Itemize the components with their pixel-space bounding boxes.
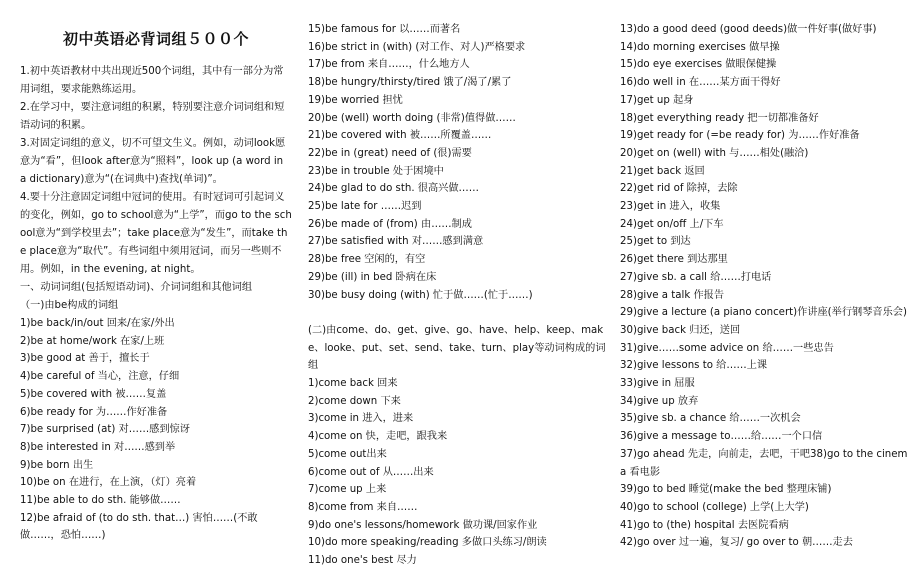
list-item: 31)give……some advice on 给……一些忠告: [620, 342, 834, 354]
list-item: 4)come on 快，走吧，跟我来: [308, 431, 448, 443]
list-item: 1)be back/in/out 回来/在家/外出: [20, 318, 175, 329]
list-item: 11)be able to do sth. 能够做……: [20, 495, 181, 507]
list-item: 8)come from 来自……: [308, 501, 418, 513]
list-item: 16)do well in 在……某方面干得好: [620, 77, 781, 89]
list-item: 18)be hungry/thirsty/tired 饿了/渴了/累了: [308, 77, 512, 89]
intro-paragraph: 2.在学习中，要注意词组的积累，特别要注意介词词组和短语动词的积累。: [20, 102, 285, 131]
list-item: 7)come up 上来: [308, 484, 387, 496]
list-item: 5)come out出来: [308, 448, 387, 460]
list-item: 12)be afraid of (to do sth. that…) 害怕……(不敢做……，恐怕……): [20, 512, 258, 542]
list-item: 15)do eye exercises 做眼保健操: [620, 59, 777, 71]
list-item: 21)be covered with 被……所覆盖……: [308, 130, 492, 142]
list-item: 9)do one's lessons/homework 做功课/回家作业: [308, 519, 538, 531]
list-item: 14)do morning exercises 做早操: [620, 41, 780, 53]
column-3: [620, 21, 910, 587]
list-item: 3)come in 进入，进来: [308, 413, 414, 425]
column-2: [308, 21, 608, 587]
list-item: 20)be (well) worth doing (非常)值得做……: [308, 112, 516, 124]
intro-paragraph: 4.要十分注意固定词组中冠词的使用。有时冠词可引起词义的变化，例如，go to school意为“上学”，而go to the school意为“到学校里去”；take place意为“发生”，而take the place意为“取代”。有些词组中须用冠词，而另一些则不用。例如，in the evening, at night。: [20, 192, 292, 275]
list-item: 33)give in 屈服: [620, 378, 695, 390]
list-item: 35)give sb. a chance 给……一次机会: [620, 413, 801, 425]
list-item: 2)come down 下来: [308, 395, 401, 407]
list-item: 17)be from 来自……，什么地方人: [308, 59, 470, 71]
list-item: 6)come out of 从……出来: [308, 466, 434, 478]
list-item: 32)give lessons to 给……上课: [620, 360, 768, 372]
intro-paragraph: 3.对固定词组的意义，切不可望文生义。例如，动词look愿意为“看”，但look after意为“照料”，look up (a word in a dictionary)意为“(在词典中)查找(单词)”。: [20, 138, 286, 185]
list-item: 1)come back 回来: [308, 378, 398, 390]
list-item: 18)get everything ready 把一切都准备好: [620, 112, 819, 124]
list-item: 42)go over 过一遍，复习/ go over to 朝……走去: [620, 537, 853, 549]
list-item: 27)give sb. a call 给……打电话: [620, 271, 772, 283]
list-item: 19)get ready for (=be ready for) 为……作好准备: [620, 130, 860, 142]
list-item: 9)be born 出生: [20, 459, 94, 471]
list-item: 25)get to 到达: [620, 236, 691, 248]
list-item: 26)get there 到达那里: [620, 254, 728, 266]
list-item: 23)be in trouble 处于困境中: [308, 165, 444, 177]
page-title: 初中英语必背词组５００个: [62, 30, 249, 48]
list-item: 26)be made of (from) 由……制成: [308, 218, 472, 230]
list-item: 22)be in (great) need of (很)需要: [308, 147, 472, 159]
list-item: 28)give a talk 作报告: [620, 289, 725, 301]
list-item: 2)be at home/work 在家/上班: [20, 335, 165, 347]
list-item: 4)be careful of 当心，注意，仔细: [20, 371, 180, 383]
spacer: [308, 304, 608, 322]
list-item: 8)be interested in 对……感到举: [20, 441, 176, 453]
list-item: 7)be surprised (at) 对……感到惊讶: [20, 424, 190, 436]
list-item: 10)do more speaking/reading 多做口头练习/朗读: [308, 537, 547, 549]
list-item: 3)be good at 善于，擅长于: [20, 353, 150, 365]
list-item: 36)give a message to……给……一个口信: [620, 431, 823, 443]
list-item: 23)get in 进入，收集: [620, 201, 721, 213]
list-item: 37)go ahead 先走，向前走，去吧，干吧38)go to the cinema 看电影: [620, 448, 908, 478]
list-item: 21)get back 返回: [620, 165, 705, 177]
intro-paragraph: 1.初中英语教材中共出现近500个词组，其中有一部分为常用词组，要求能熟练运用。: [20, 66, 284, 95]
list-item: 24)get on/off 上/下车: [620, 218, 724, 230]
list-item: 29)give a lecture (a piano concert)作讲座(举行钢琴音乐会): [620, 307, 907, 319]
list-item: 10)be on 在进行，在上演，（灯）亮着: [20, 477, 197, 489]
list-item: 13)do a good deed (good deeds)做一件好事(做好事): [620, 24, 877, 35]
section-heading: 一、动词词组(包括短语动词)、介词词组和其他词组: [20, 282, 253, 293]
list-item: 25)be late for ……迟到: [308, 201, 422, 213]
list-item: 28)be free 空闲的，有空: [308, 254, 426, 266]
list-item: 11)do one's best 尽力: [308, 555, 417, 567]
list-item: 19)be worried 担忧: [308, 94, 403, 106]
list-item: 41)go to (the) hospital 去医院看病: [620, 519, 789, 531]
list-item: 30)give back 归还，送回: [620, 324, 741, 336]
list-item: 15)be famous for 以……而著名: [308, 24, 461, 35]
list-item: 6)be ready for 为……作好准备: [20, 406, 168, 418]
sub-heading: （一)由be构成的词组: [20, 300, 119, 311]
list-item: 40)go to school (college) 上学(上大学): [620, 501, 809, 513]
list-item: 30)be busy doing (with) 忙于做……(忙于……): [308, 289, 533, 301]
list-item: 39)go to bed 睡觉(make the bed 整理床铺): [620, 484, 832, 496]
list-item: 22)get rid of 除掉，去除: [620, 183, 738, 195]
list-item: 24)be glad to do sth. 很高兴做……: [308, 183, 479, 195]
list-item: 16)be strict in (with) (对工作、对人)严格要求: [308, 41, 526, 53]
list-item: 29)be (ill) in bed 卧病在床: [308, 271, 437, 283]
column-1: [20, 20, 292, 587]
list-item: 5)be covered with 被……复盖: [20, 388, 167, 400]
list-item: 17)get up 起身: [620, 94, 694, 106]
sub-heading: (二)由come、do、get、give、go、have、help、keep、make、looke、put、set、send、take、turn、play等动词构成的词组: [308, 324, 606, 372]
list-item: 20)get on (well) with 与……相处(融洽): [620, 147, 809, 159]
list-item: 27)be satisfied with 对……感到满意: [308, 236, 484, 248]
list-item: 34)give up 放弃: [620, 395, 699, 407]
